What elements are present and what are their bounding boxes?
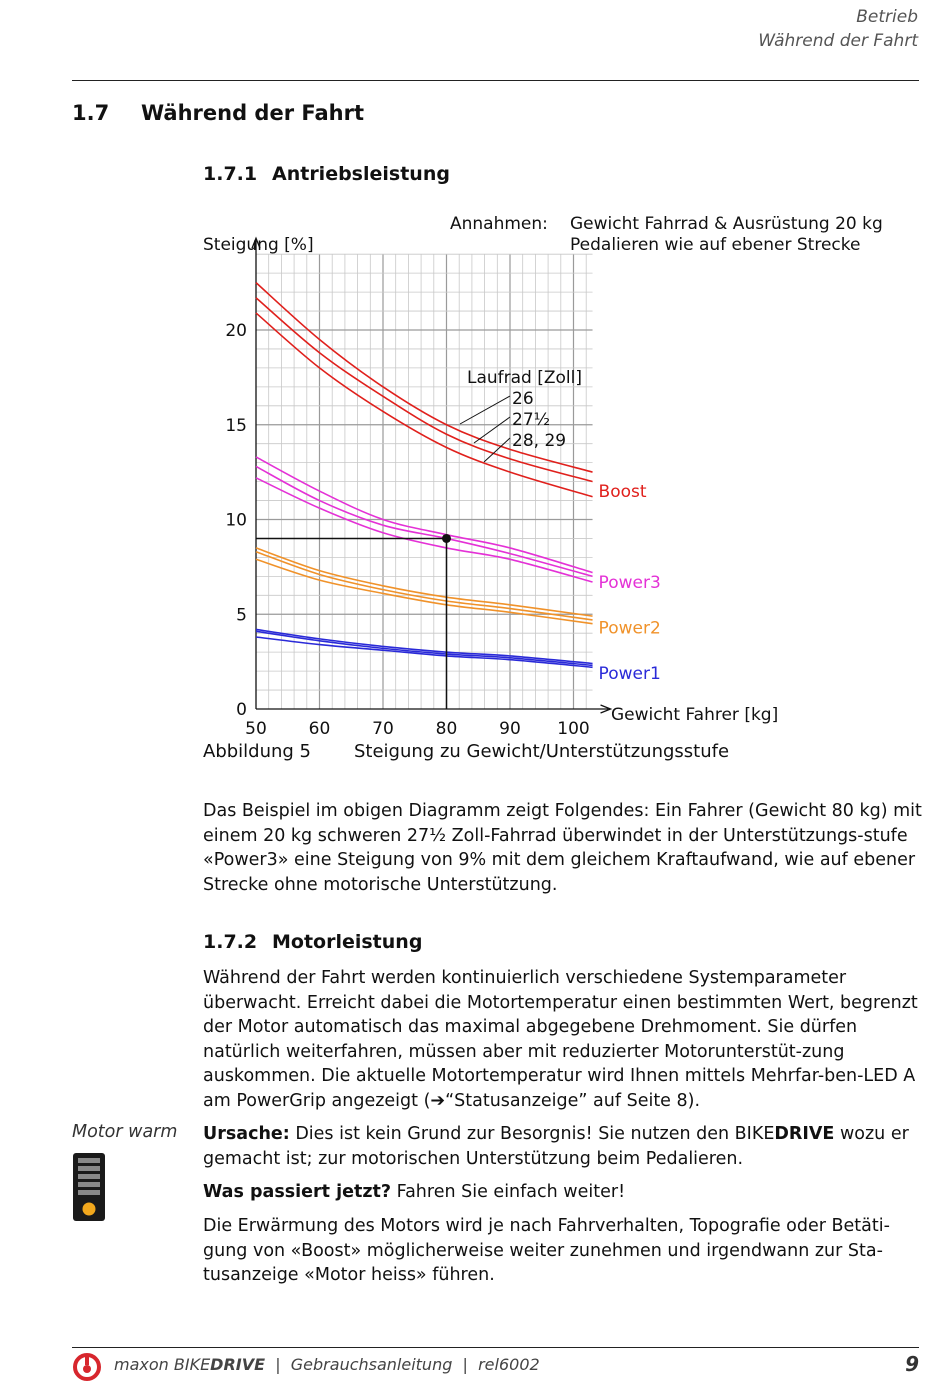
example-paragraph: Das Beispiel im obigen Diagramm zeigt Folgendes: Ein Fahrer (Gewicht 80 kg) mit einem 20 kg schweren 27½ Zoll-Fahrrad überwindet in der Unterstützungs-stufe «Power3» eine Steigung von 9% mit dem gleichem Kraftaufwand, wie auf ebener Strecke ohne motorische Unterstützung. — [203, 801, 922, 895]
wheel-legend-item: 27½ — [512, 410, 551, 430]
subsection-heading-2 — [203, 931, 422, 953]
motor-paragraph — [203, 966, 923, 1113]
x-axis-label: Gewicht Fahrer [kg] — [611, 705, 779, 725]
series-label-boost: Boost — [598, 482, 647, 503]
wheel-legend-title: Laufrad [Zoll] — [467, 368, 583, 388]
arrow-icon: ➔ — [430, 1090, 446, 1111]
cause-text: Dies ist kein Grund zur Besorgnis! Sie nutzen den BIKE — [289, 1124, 775, 1144]
header-chapter: Betrieb — [856, 7, 918, 27]
x-tick-label: 50 — [245, 719, 267, 739]
header-section: Während der Fahrt — [758, 31, 918, 51]
warming-paragraph: Die Erwärmung des Motors wird je nach Fahrverhalten, Topografie oder Betäti-gung von «Boost» möglicherweise weiter zunehmen und irgendwann zur Sta-tusanzeige «Motor heiss» führen. — [203, 1216, 890, 1285]
footer-rule — [72, 1347, 919, 1348]
maxon-logo-icon — [72, 1352, 102, 1382]
y-tick-label: 10 — [225, 510, 247, 531]
what-paragraph — [203, 1180, 923, 1205]
assumptions-line-2: Pedalieren wie auf ebener Strecke — [570, 235, 861, 255]
what-text: Fahren Sie einfach weiter! — [391, 1182, 626, 1202]
subsection-number: 1.7.1 — [203, 163, 258, 185]
figure-caption — [203, 741, 729, 762]
y-tick-label: 5 — [236, 605, 247, 626]
series-label-power3: Power3 — [598, 573, 661, 594]
motor-warm-label: Motor warm — [72, 1122, 178, 1142]
cross-reference-link[interactable]: “Statusanzeige” auf Seite 8). — [445, 1090, 701, 1111]
series-label-power1: Power1 — [598, 663, 661, 684]
page-number: 9 — [905, 1352, 919, 1376]
assumptions-label: Annahmen: — [450, 214, 548, 234]
wheel-legend-item: 26 — [512, 389, 534, 409]
motor-paragraph-text: Während der Fahrt werden kontinuierlich verschiedene Systemparameter überwacht. Erreicht dabei die Motortemperatur einen bestimmten Wert, begrenzt der Motor automatisch das maximal abgegebene Drehmoment. Sie dürfen natürlich weiterfahren, müssen aber mit reduzierter Motorunterstüt-zung auskommen. Die aktuelle Motortemperatur wird Ihnen mittels Mehrfar-ben-LED A am PowerGrip angezeigt ( — [203, 968, 918, 1111]
cause-brand-bold: DRIVE — [774, 1124, 835, 1144]
x-tick-label: 70 — [372, 719, 394, 739]
status-led-icon — [73, 1153, 105, 1221]
section-title: Während der Fahrt — [141, 101, 365, 125]
footer-text — [114, 1355, 540, 1374]
y-axis-label: Steigung [%] — [203, 235, 314, 255]
wheel-legend-item: 28, 29 — [512, 431, 567, 451]
footer-brand: maxon BIKE — [114, 1355, 211, 1374]
figure-label: Abbildung 5 — [203, 741, 312, 762]
cause-paragraph — [203, 1122, 923, 1171]
footer-brand-bold: DRIVE — [210, 1355, 266, 1374]
what-label: Was passiert jetzt? — [203, 1182, 392, 1202]
y-tick-label: 20 — [225, 321, 247, 341]
section-number: 1.7 — [72, 101, 110, 125]
footer-doc-info: | Gebrauchsanleitung | rel6002 — [265, 1355, 540, 1374]
y-tick-label: 15 — [225, 415, 247, 436]
series-label-power2: Power2 — [598, 618, 661, 639]
subsection-title: Motorleistung — [272, 931, 423, 953]
cause-label: Ursache: — [203, 1124, 290, 1144]
y-tick-label: 0 — [236, 700, 247, 720]
cause-text-end: wozu er gemacht ist; zur motorischen Unterstützung beim Pedalieren. — [203, 1124, 909, 1169]
x-tick-label: 100 — [557, 719, 590, 739]
assumptions-line-1: Gewicht Fahrrad & Ausrüstung 20 kg — [570, 214, 883, 234]
wheel-legend-leader — [474, 417, 510, 443]
subsection-number: 1.7.2 — [203, 931, 258, 953]
x-tick-label: 90 — [499, 719, 521, 739]
figure-caption-text: Steigung zu Gewicht/Unterstützungsstufe — [354, 741, 730, 762]
x-tick-label: 60 — [308, 719, 331, 739]
subsection-title: Antriebsleistung — [272, 163, 450, 185]
x-tick-label: 80 — [435, 719, 458, 739]
example-point — [442, 534, 451, 543]
